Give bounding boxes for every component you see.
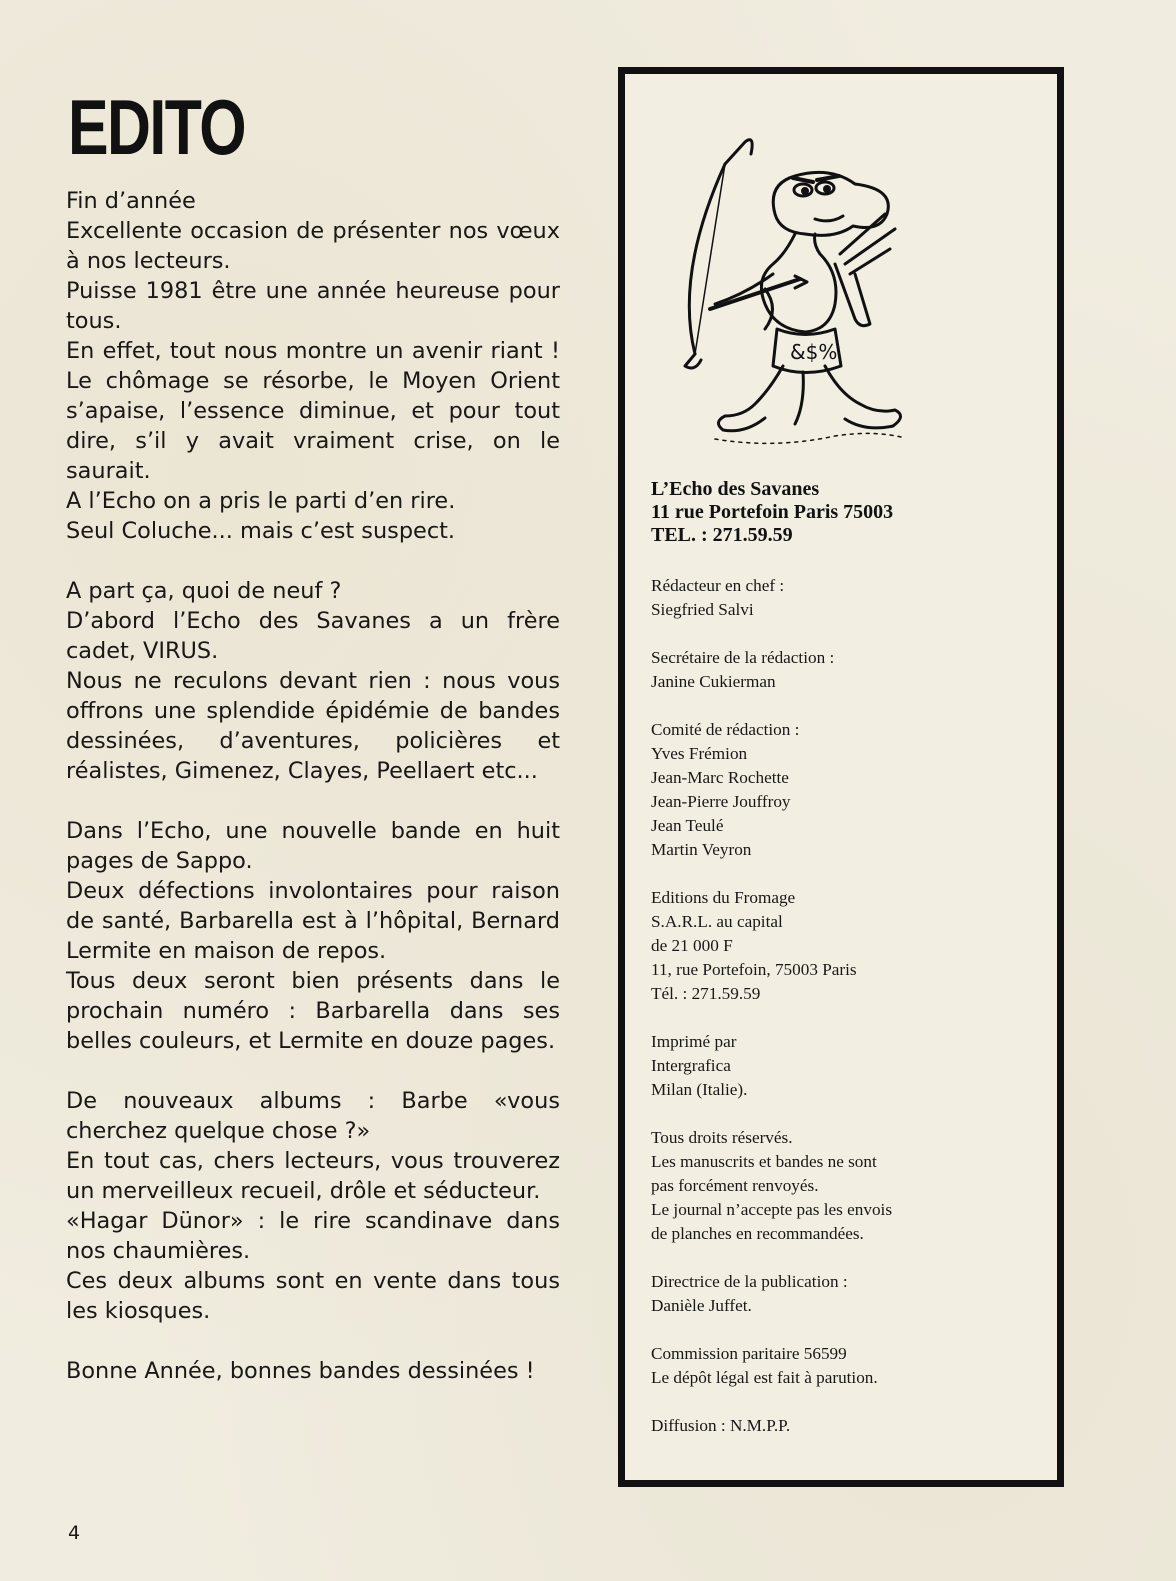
credit-block-printer	[651, 1030, 1051, 1102]
credits-list	[651, 574, 1051, 1462]
credit-line: Danièle Juffet.	[651, 1296, 752, 1315]
credit-block-editor	[651, 574, 1051, 622]
edito-line: De nouveaux albums : Barbe «vous cherchez quelque chose ?»	[66, 1088, 560, 1144]
credit-line: Le journal n’accepte pas les envois	[651, 1200, 893, 1219]
credit-block-rights	[651, 1126, 1051, 1246]
credit-line: de planches en recommandées.	[651, 1224, 864, 1243]
archer-mascot-illustration	[655, 104, 915, 464]
edito-line: En effet, tout nous montre un avenir riant ! Le chômage se résorbe, le Moyen Orient s’apaise, l’essence diminue, et pour tout dire, s’il y avait vraiment crise, on le saurait.	[66, 338, 560, 484]
edito-line: Nous ne reculons devant rien : nous vous offrons une splendide épidémie de bandes dessinées, d’aventures, policières et réalistes, Gimenez, Clayes, Peellaert etc...	[66, 668, 560, 784]
credit-block-secretary	[651, 646, 1051, 694]
edito-line: Fin d’année	[66, 188, 196, 214]
magazine-phone: TEL. : 271.59.59	[651, 524, 793, 546]
credit-line: Comité de rédaction :	[651, 720, 800, 739]
credit-block-director	[651, 1270, 1051, 1318]
edito-line: A part ça, quoi de neuf ?	[66, 578, 342, 604]
credit-line: Tél. : 271.59.59	[651, 984, 761, 1003]
svg-text:&$%: &$%	[790, 340, 838, 364]
credit-line: Intergrafica	[651, 1056, 731, 1075]
edito-text	[66, 186, 560, 1386]
credit-line: Imprimé par	[651, 1032, 737, 1051]
edito-line: «Hagar Dünor» : le rire scandinave dans nos chaumières.	[66, 1208, 560, 1264]
masthead-header	[651, 478, 1051, 547]
credit-line: Secrétaire de la rédaction :	[651, 648, 835, 667]
credit-line: Yves Frémion	[651, 744, 748, 763]
edito-line: Ces deux albums sont en vente dans tous les kiosques.	[66, 1268, 560, 1324]
edito-line: Puisse 1981 être une année heureuse pour tous.	[66, 278, 560, 334]
credit-line: Editions du Fromage	[651, 888, 796, 907]
magazine-address: 11 rue Portefoin Paris 75003	[651, 501, 894, 523]
credit-line: Siegfried Salvi	[651, 600, 754, 619]
credit-block-committee	[651, 718, 1051, 862]
credit-block-commission	[651, 1342, 1051, 1390]
credit-line: Diffusion : N.M.P.P.	[651, 1416, 791, 1435]
credit-block-publisher	[651, 886, 1051, 1006]
credit-line: Rédacteur en chef :	[651, 576, 785, 595]
credit-line: de 21 000 F	[651, 936, 733, 955]
credit-line: Jean Teulé	[651, 816, 724, 835]
credit-line: pas forcément renvoyés.	[651, 1176, 819, 1195]
edito-line: Excellente occasion de présenter nos vœux à nos lecteurs.	[66, 218, 560, 274]
credit-line: Jean-Marc Rochette	[651, 768, 789, 787]
edito-line: Tous deux seront bien présents dans le prochain numéro : Barbarella dans ses belles couleurs, et Lermite en douze pages.	[66, 968, 560, 1054]
credit-line: Jean-Pierre Jouffroy	[651, 792, 791, 811]
credit-block-distribution	[651, 1414, 1051, 1438]
page-number: 4	[68, 1522, 81, 1544]
credit-line: Janine Cukierman	[651, 672, 776, 691]
edito-line: En tout cas, chers lecteurs, vous trouverez un merveilleux recueil, drôle et séducteur.	[66, 1148, 560, 1204]
edito-line: Deux défections involontaires pour raison de santé, Barbarella est à l’hôpital, Bernard Lermite en maison de repos.	[66, 878, 560, 964]
credit-line: Le dépôt légal est fait à parution.	[651, 1368, 878, 1387]
credit-line: Tous droits réservés.	[651, 1128, 793, 1147]
edito-line: A l’Echo on a pris le parti d’en rire.	[66, 488, 456, 514]
credit-line: Milan (Italie).	[651, 1080, 748, 1099]
edito-line: Dans l’Echo, une nouvelle bande en huit pages de Sappo.	[66, 818, 560, 874]
magazine-name: L’Echo des Savanes	[651, 478, 820, 500]
credit-line: S.A.R.L. au capital	[651, 912, 783, 931]
credit-line: Les manuscrits et bandes ne sont	[651, 1152, 877, 1171]
credit-line: Directrice de la publication :	[651, 1272, 848, 1291]
edito-line: Seul Coluche... mais c’est suspect.	[66, 518, 456, 544]
edito-line: D’abord l’Echo des Savanes a un frère cadet, VIRUS.	[66, 608, 560, 664]
credit-line: Martin Veyron	[651, 840, 752, 859]
credit-line: Commission paritaire 56599	[651, 1344, 847, 1363]
credit-line: 11, rue Portefoin, 75003 Paris	[651, 960, 857, 979]
edito-title: EDITO	[68, 83, 246, 171]
masthead-box	[618, 67, 1064, 1487]
edito-line: Bonne Année, bonnes bandes dessinées !	[66, 1358, 535, 1384]
